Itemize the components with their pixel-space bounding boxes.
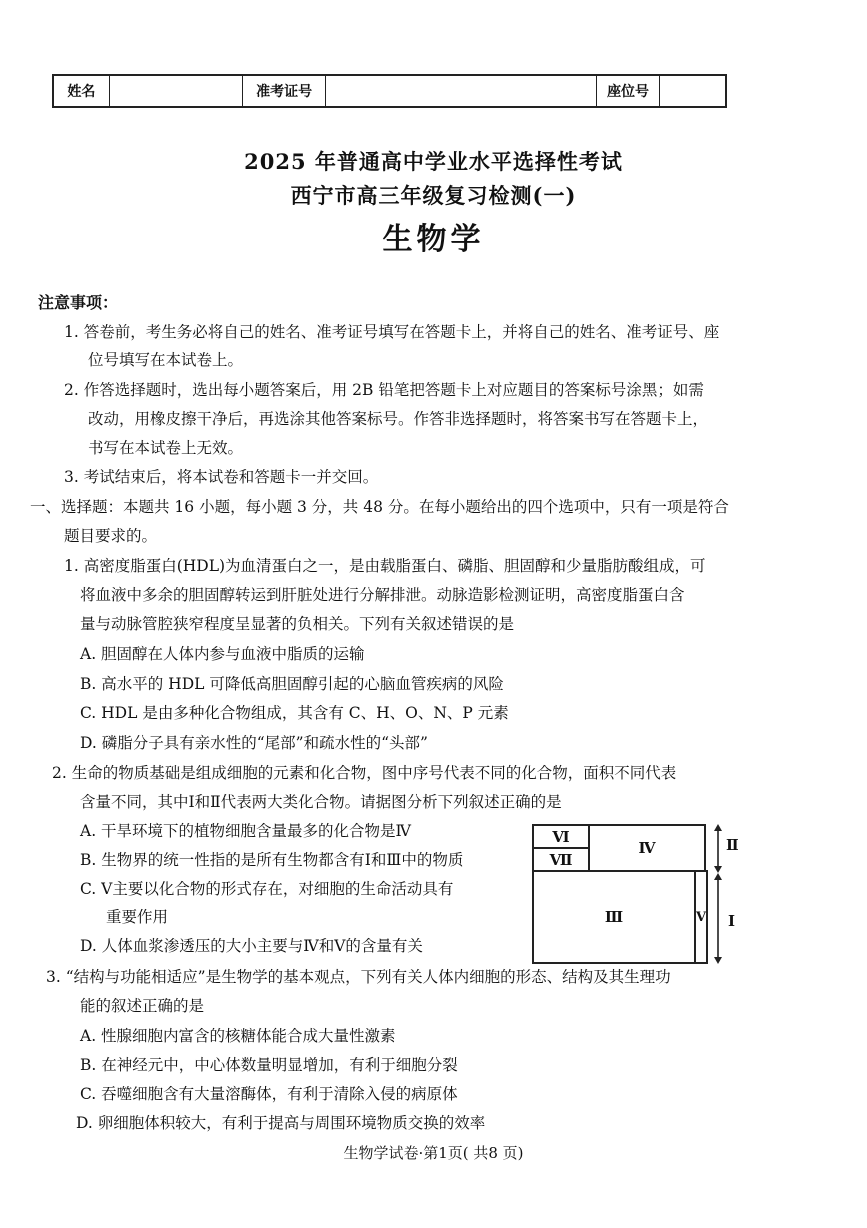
exam-number-label: 准考证号: [243, 76, 327, 106]
page-footer: 生物学试卷·第1页( 共8 页): [343, 1144, 524, 1162]
seat-number-label: 座位号: [597, 76, 661, 106]
question-1-option-d: D. 磷脂分子具有亲水性的“尾部”和疏水性的“头部”: [80, 734, 428, 752]
question-2-option-a: A. 干旱环境下的植物细胞含量最多的化合物是Ⅳ: [80, 822, 412, 840]
section-heading-cont: 题目要求的。: [64, 527, 158, 545]
notice-item-2-cont2: 书写在本试卷上无效。: [88, 439, 244, 457]
exam-title: 2025 年普通高中学业水平选择性考试: [244, 149, 623, 174]
notice-item-1: 1. 答卷前，考生务必将自己的姓名、准考证号填写在答题卡上，并将自己的姓名、准考证号、座: [64, 323, 720, 341]
name-label: 姓名: [54, 76, 110, 106]
subject-title: 生物学: [382, 222, 485, 257]
exam-number-field[interactable]: [326, 76, 596, 106]
region-vii: Ⅶ: [532, 847, 590, 872]
notice-heading: 注意事项：: [38, 293, 119, 312]
question-3-stem: 3. “结构与功能相适应”是生物学的基本观点，下列有关人体内细胞的形态、结构及其生理功: [46, 968, 671, 986]
question-2-stem-cont: 含量不同，其中Ⅰ和Ⅱ代表两大类化合物。请据图分析下列叙述正确的是: [80, 793, 562, 811]
question-1-option-a: A. 胆固醇在人体内参与血液中脂质的运输: [80, 645, 365, 663]
question-2-stem: 2. 生命的物质基础是组成细胞的元素和化合物，图中序号代表不同的化合物，面积不同代表: [52, 764, 677, 782]
question-3-option-d: D. 卵细胞体积较大，有利于提高与周围环境物质交换的效率: [76, 1114, 486, 1132]
question-3-stem-cont: 能的叙述正确的是: [80, 997, 205, 1015]
question-2-option-c-cont: 重要作用: [106, 908, 169, 926]
region-iii: Ⅲ: [532, 870, 696, 964]
region-vi: Ⅵ: [532, 824, 590, 849]
question-1-stem-cont2: 量与动脉管腔狭窄程度呈显著的负相关。下列有关叙述错误的是: [80, 615, 515, 633]
question-1-stem: 1. 高密度脂蛋白(HDL)为血清蛋白之一，是由载脂蛋白、磷脂、胆固醇和少量脂肪酸组成，可: [64, 557, 706, 575]
question-1-option-c: C. HDL 是由多种化合物组成，其含有 C、H、O、N、P 元素: [80, 704, 509, 722]
section-heading: 一、选择题：本题共 16 小题，每小题 3 分，共 48 分。在每小题给出的四个选项中，只有一项是符合: [30, 498, 729, 516]
exam-subtitle: 西宁市高三年级复习检测(一): [290, 183, 577, 208]
notice-item-2-cont: 改动，用橡皮擦干净后，再选涂其他答案标号。作答非选择题时，将答案书写在答题卡上，: [88, 410, 709, 428]
name-field[interactable]: [110, 76, 243, 106]
question-3-option-b: B. 在神经元中，中心体数量明显增加，有利于细胞分裂: [80, 1056, 458, 1074]
question-2-option-b: B. 生物界的统一性指的是所有生物都含有Ⅰ和Ⅲ中的物质: [80, 851, 464, 869]
region-iv: Ⅳ: [588, 824, 706, 872]
label-ii: Ⅱ: [726, 836, 739, 854]
compound-diagram: [532, 824, 752, 964]
candidate-info-table: [52, 74, 727, 108]
question-2-option-c: C. Ⅴ主要以化合物的形式存在，对细胞的生命活动具有: [80, 880, 454, 898]
notice-item-2: 2. 作答选择题时，选出每小题答案后，用 2B 铅笔把答题卡上对应题目的答案标号涂黑；如需: [64, 381, 704, 399]
question-3-option-c: C. 吞噬细胞含有大量溶酶体，有利于清除入侵的病原体: [80, 1085, 458, 1103]
question-1-stem-cont: 将血液中多余的胆固醇转运到肝脏处进行分解排泄。动脉造影检测证明，高密度脂蛋白含: [80, 586, 685, 604]
question-3-option-a: A. 性腺细胞内富含的核糖体能合成大量性激素: [80, 1027, 396, 1045]
region-v: Ⅴ: [694, 870, 708, 964]
notice-item-1-cont: 位号填写在本试卷上。: [88, 351, 244, 369]
question-2-option-d: D. 人体血浆渗透压的大小主要与Ⅳ和Ⅴ的含量有关: [80, 937, 423, 955]
label-i: Ⅰ: [728, 912, 736, 930]
question-1-option-b: B. 高水平的 HDL 可降低高胆固醇引起的心脑血管疾病的风险: [80, 675, 504, 693]
notice-item-3: 3. 考试结束后，将本试卷和答题卡一并交回。: [64, 468, 379, 486]
seat-number-field[interactable]: [660, 76, 725, 106]
